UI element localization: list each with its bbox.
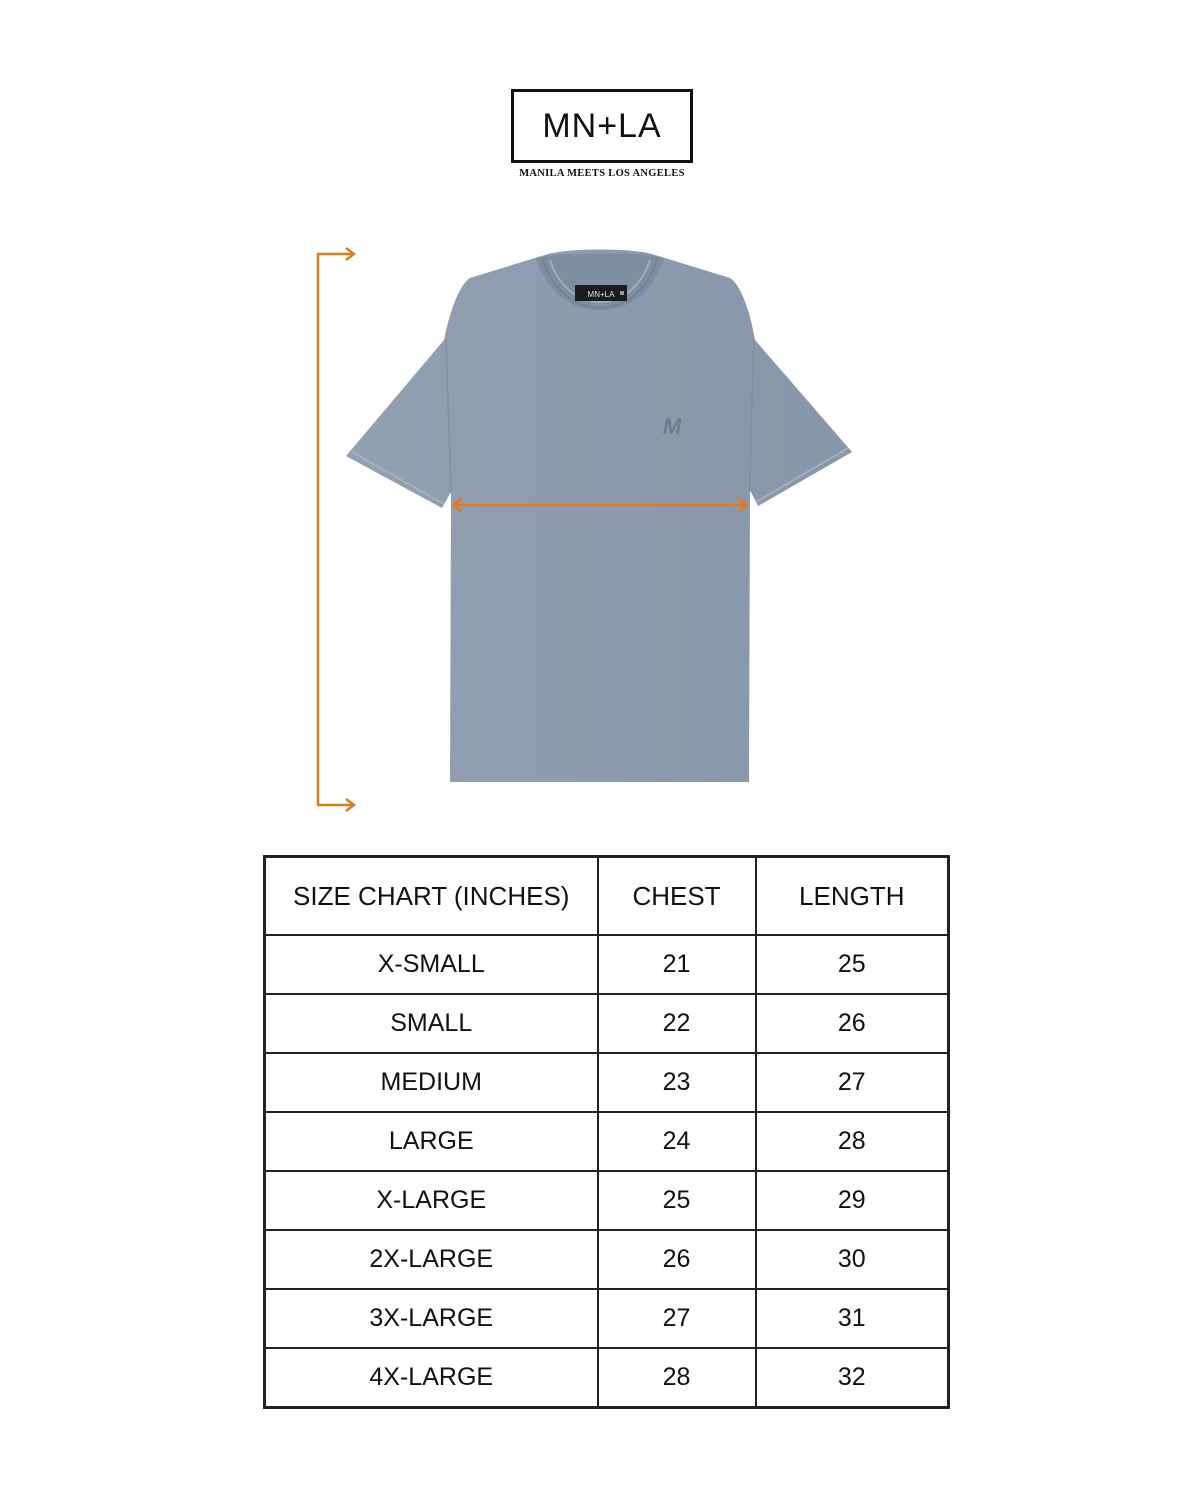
size-chart-header-row (265, 857, 949, 936)
table-row (265, 994, 949, 1053)
length-cell: 26 (756, 994, 949, 1053)
chest-cell: 28 (598, 1348, 756, 1408)
table-row (265, 1230, 949, 1289)
brand-tagline: MANILA MEETS LOS ANGELES (519, 168, 685, 179)
chest-cell: 25 (598, 1171, 756, 1230)
chest-cell: 22 (598, 994, 756, 1053)
size-cell: 4X-LARGE (265, 1348, 598, 1408)
header-length: LENGTH (756, 857, 949, 936)
tshirt-chest-mark: M (662, 414, 682, 439)
table-row (265, 1348, 949, 1408)
chest-cell: 26 (598, 1230, 756, 1289)
header-chest: CHEST (598, 857, 756, 936)
header-size-chart: SIZE CHART (INCHES) (265, 857, 598, 936)
size-cell: SMALL (265, 994, 598, 1053)
chest-cell: 24 (598, 1112, 756, 1171)
table-row (265, 1112, 949, 1171)
length-cell: 29 (756, 1171, 949, 1230)
chest-cell: 23 (598, 1053, 756, 1112)
tshirt-body-shape (346, 250, 852, 783)
length-cell: 30 (756, 1230, 949, 1289)
size-cell: X-SMALL (265, 935, 598, 994)
tshirt-neck-label-text: MN+LA (587, 290, 615, 299)
length-cell: 32 (756, 1348, 949, 1408)
size-cell: LARGE (265, 1112, 598, 1171)
table-row (265, 935, 949, 994)
length-cell: 27 (756, 1053, 949, 1112)
size-chart-table (263, 855, 950, 1409)
table-row (265, 1289, 949, 1348)
size-cell: MEDIUM (265, 1053, 598, 1112)
table-row (265, 1171, 949, 1230)
brand-logo-text: MN+LA (542, 107, 662, 145)
tshirt-illustration (300, 240, 900, 820)
chest-cell: 27 (598, 1289, 756, 1348)
chest-cell: 21 (598, 935, 756, 994)
size-cell: 2X-LARGE (265, 1230, 598, 1289)
tshirt-figure (300, 240, 900, 820)
length-cell: 25 (756, 935, 949, 994)
length-cell: 28 (756, 1112, 949, 1171)
size-cell: 3X-LARGE (265, 1289, 598, 1348)
size-cell: X-LARGE (265, 1171, 598, 1230)
length-cell: 31 (756, 1289, 949, 1348)
table-row (265, 1053, 949, 1112)
length-measure-arrow (318, 248, 354, 811)
brand-logo (511, 89, 693, 163)
